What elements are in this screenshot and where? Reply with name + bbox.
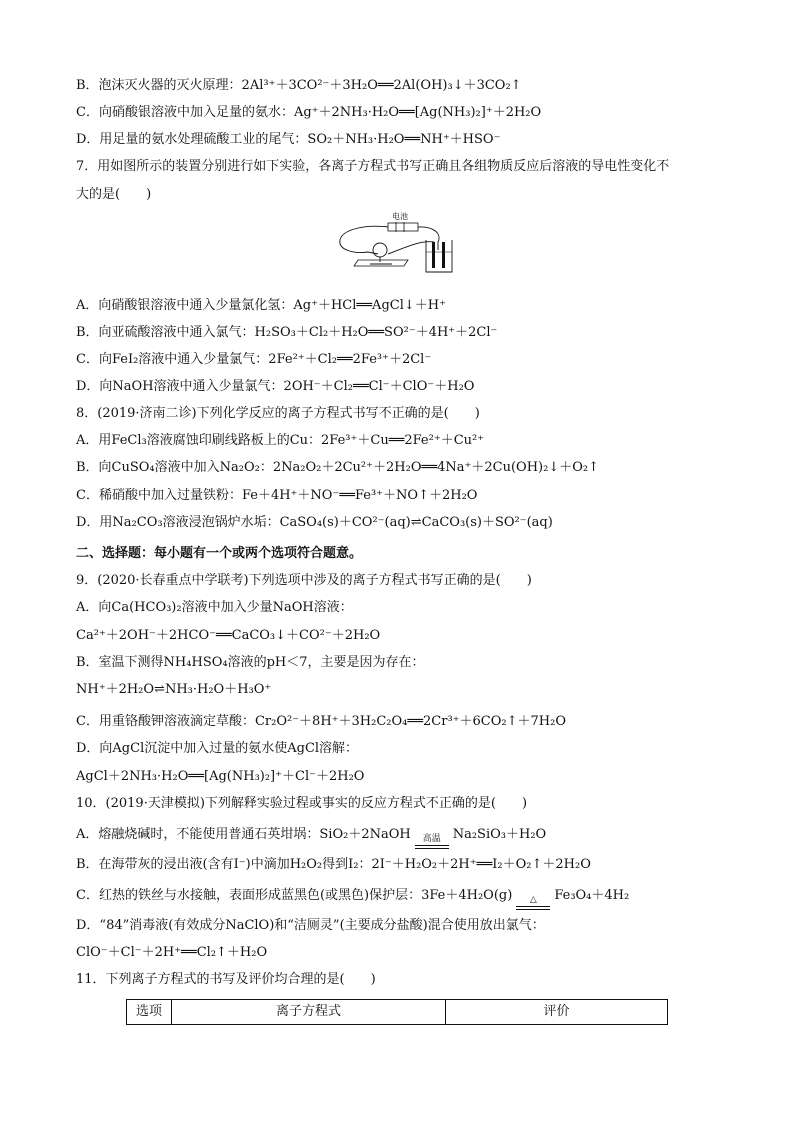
option-8c: C．稀硝酸中加入过量铁粉：Fe＋4H⁺＋NO⁻══Fe³⁺＋NO↑＋2H₂O: [76, 488, 478, 503]
reaction-condition-high-temp: [415, 835, 449, 849]
option-7b: B．向亚硫酸溶液中通入氯气：H₂SO₃＋Cl₂＋H₂O══SO²⁻＋4H⁺＋2Cl⁻: [76, 325, 498, 340]
option-6b: B．泡沫灭火器的灭火原理：2Al³⁺＋3CO²⁻＋3H₂O══2Al(OH)₃↓＋3CO₂↑: [76, 78, 522, 93]
option-8a: A．用FeCl₃溶液腐蚀印刷线路板上的Cu：2Fe³⁺＋Cu══2Fe²⁺＋Cu²⁺: [76, 433, 485, 448]
table-header-evaluation: 评价: [446, 1000, 668, 1025]
option-9a-equation: Ca²⁺＋2OH⁻＋2HCO⁻══CaCO₃↓＋CO²⁻＋2H₂O: [76, 628, 381, 643]
option-10a-products: Na₂SiO₃＋H₂O: [452, 827, 547, 842]
option-7c: C．向FeI₂溶液中通入少量氯气：2Fe²⁺＋Cl₂══2Fe³⁺＋2Cl⁻: [76, 352, 432, 367]
option-9a: A．向Ca(HCO₃)₂溶液中加入少量NaOH溶液：: [76, 600, 353, 615]
question-7-stem-cont: 大的是( ): [76, 187, 152, 202]
option-10d-equation: ClO⁻＋Cl⁻＋2H⁺══Cl₂↑＋H₂O: [76, 945, 268, 960]
table-header-row: [127, 1000, 668, 1025]
option-10c-products: Fe₃O₄＋4H₂: [554, 888, 630, 903]
option-9b-equation: NH⁺＋2H₂O⇌NH₃·H₂O＋H₃O⁺: [76, 682, 272, 697]
question-9-stem: 9．(2020·长春重点中学联考)下列选项中涉及的离子方程式书写正确的是( ): [76, 573, 532, 588]
condition-label: 高温: [422, 834, 441, 844]
option-10b: B．在海带灰的浸出液(含有I⁻)中滴加H₂O₂得到I₂：2I⁻＋H₂O₂＋2H⁺══I₂＋O₂↑＋2H₂O: [76, 857, 591, 872]
option-8b: B．向CuSO₄溶液中加入Na₂O₂：2Na₂O₂＋2Cu²⁺＋2H₂O══4Na⁺＋2Cu(OH)₂↓＋O₂↑: [76, 460, 599, 475]
option-9d: D．向AgCl沉淀中加入过量的氨水使AgCl溶解：: [76, 741, 359, 756]
condition-label: △: [529, 895, 537, 905]
option-7a: A．向硝酸银溶液中通入少量氯化氢：Ag⁺＋HCl══AgCl↓＋H⁺: [76, 298, 446, 313]
option-10c-text: C．红热的铁丝与水接触，表面形成蓝黑色(或黑色)保护层：3Fe＋4H₂O(g): [76, 888, 513, 903]
answer-table: [126, 999, 668, 1025]
option-6c: C．向硝酸银溶液中加入足量的氨水：Ag⁺＋2NH₃·H₂O══[Ag(NH₃)₂]⁺＋2H₂O: [76, 105, 542, 120]
question-10-stem: 10．(2019·天津模拟)下列解释实验过程或事实的反应方程式不正确的是( ): [76, 796, 528, 811]
option-10c: [76, 887, 734, 910]
option-10d: D．“84”消毒液(有效成分NaClO)和“洁厕灵”(主要成分盐酸)混合使用放出氯气：: [76, 918, 545, 933]
option-9b: B．室温下测得NH₄HSO₄溶液的pH＜7，主要是因为存在：: [76, 655, 425, 670]
section-heading-2: 二、选择题：每小题有一个或两个选项符合题意。: [76, 546, 363, 561]
question-11-stem: 11．下列离子方程式的书写及评价均合理的是( ): [76, 972, 376, 987]
table-header-option: 选项: [127, 1000, 172, 1025]
option-7d: D．向NaOH溶液中通入少量氯气：2OH⁻＋Cl₂══Cl⁻＋ClO⁻＋H₂O: [76, 379, 475, 394]
option-6d: D．用足量的氨水处理硫酸工业的尾气：SO₂＋NH₃·H₂O══NH⁺＋HSO⁻: [76, 132, 501, 147]
option-8d: D．用Na₂CO₃溶液浸泡锅炉水垢：CaSO₄(s)＋CO²⁻(aq)⇌CaCO₃(s)＋SO²⁻(aq): [76, 515, 553, 530]
table-header-equation: 离子方程式: [172, 1000, 446, 1025]
option-10a: [76, 826, 734, 849]
battery-label: 电池: [392, 212, 408, 221]
question-8-stem: 8．(2019·济南二诊)下列化学反应的离子方程式书写不正确的是( ): [76, 406, 480, 421]
question-7-stem: 7．用如图所示的装置分别进行如下实验，各离子方程式书写正确且各组物质反应后溶液的导电性变化不: [76, 159, 670, 174]
option-10a-text: A．熔融烧碱时，不能使用普通石英坩埚：SiO₂＋2NaOH: [76, 827, 411, 842]
option-9c: C．用重铬酸钾溶液滴定草酸：Cr₂O²⁻＋8H⁺＋3H₂C₂O₄══2Cr³⁺＋6CO₂↑＋7H₂O: [76, 714, 566, 729]
reaction-condition-heat: [516, 896, 550, 910]
option-9d-equation: AgCl＋2NH₃·H₂O══[Ag(NH₃)₂]⁺＋Cl⁻＋2H₂O: [76, 769, 365, 784]
conductivity-apparatus-figure: [334, 210, 462, 276]
